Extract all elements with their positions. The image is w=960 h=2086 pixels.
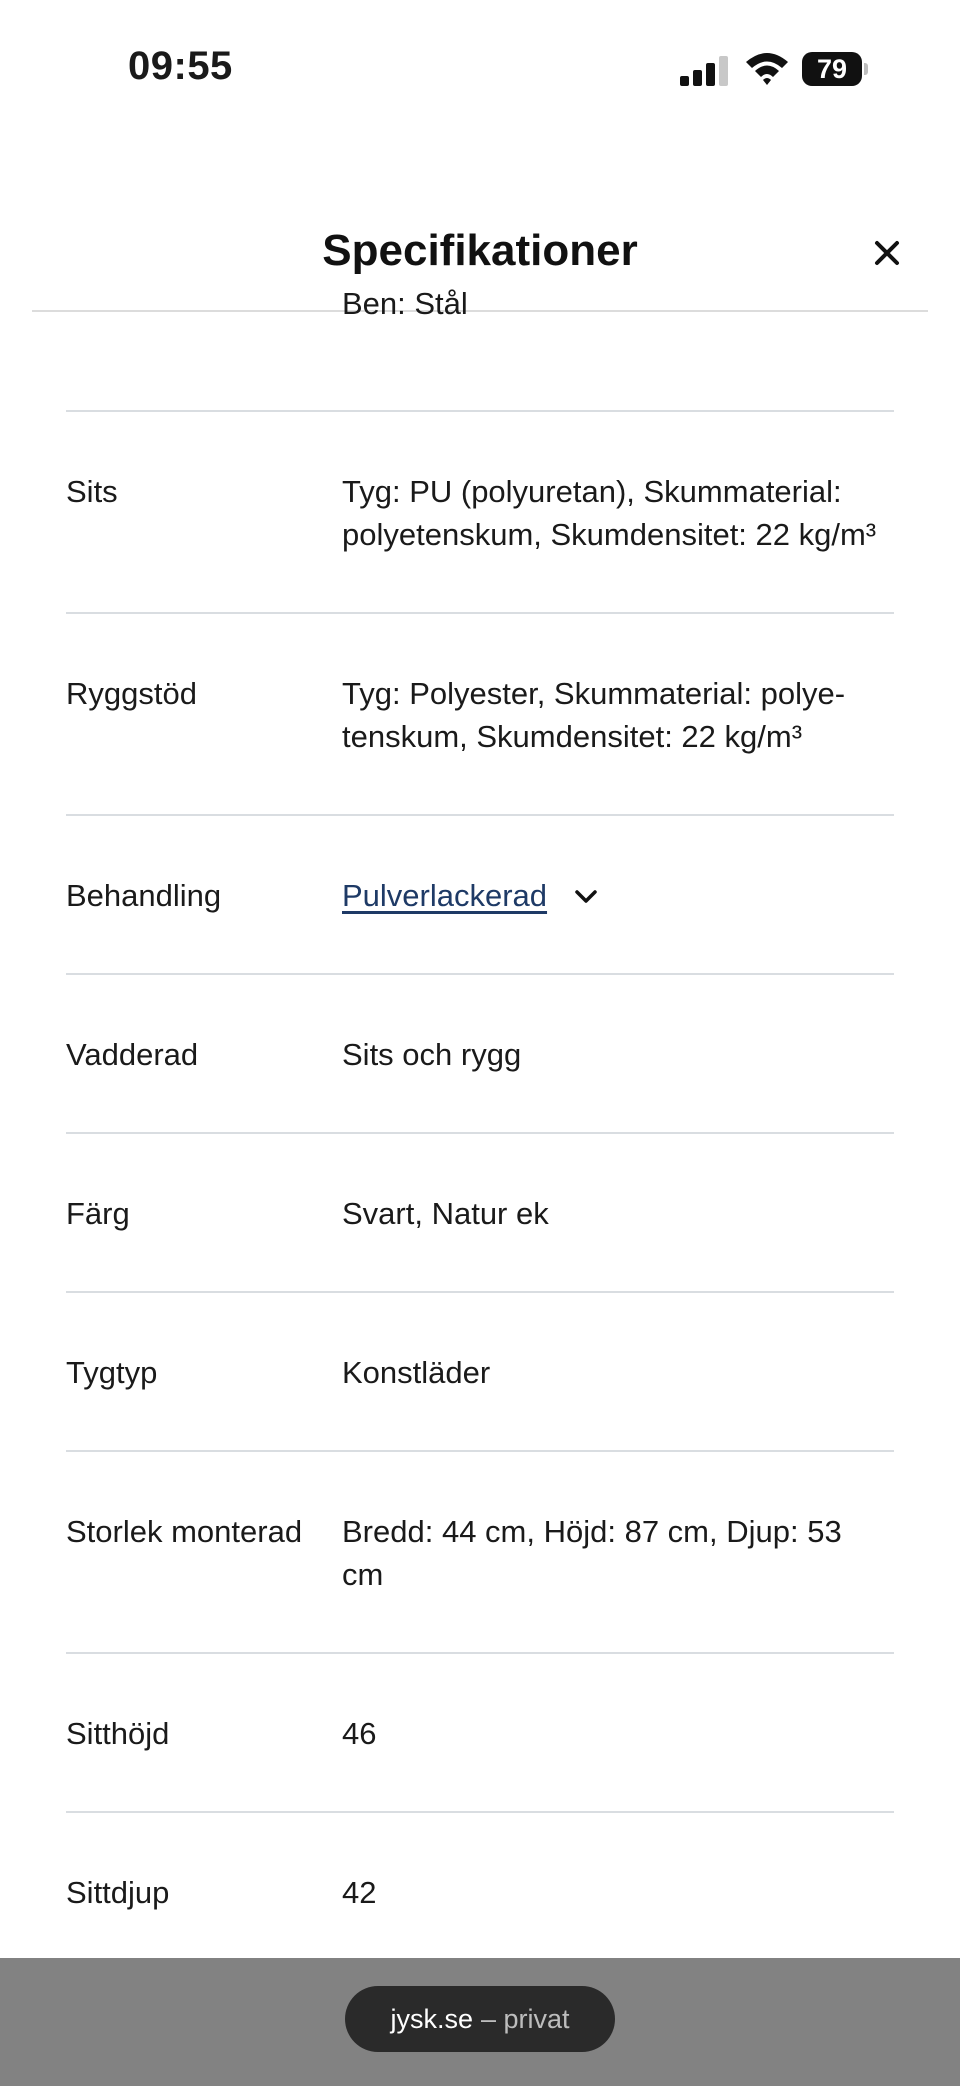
spec-value: Konstläder: [342, 1355, 491, 1390]
spec-label: Sitthöjd: [66, 1716, 170, 1751]
spec-value: Tyg: PU (polyuretan), Skummaterial: polyetenskum, Skumdensitet: 22 kg/m³: [342, 474, 877, 552]
cellular-signal-icon: [680, 56, 730, 86]
behandling-link[interactable]: Pulverlackerad: [342, 878, 548, 913]
status-bar: [0, 0, 960, 140]
sheet-header: [32, 200, 928, 312]
spec-value: Sits och rygg: [342, 1037, 522, 1072]
spec-row-vadderad: [66, 975, 894, 1134]
wifi-icon: [744, 50, 790, 86]
spec-row-tygtyp: [66, 1293, 894, 1452]
browser-bottom-bar: [0, 1958, 960, 2086]
spec-label: Ryggstöd: [66, 676, 197, 711]
page-title: Specifikationer: [322, 226, 638, 275]
spec-label: Sittdjup: [66, 1875, 170, 1910]
spec-label: Sits: [66, 474, 118, 509]
partial-row-value: Ben: Stål: [342, 286, 468, 321]
spec-label: Vadderad: [66, 1037, 199, 1072]
spec-value: Bredd: 44 cm, Höjd: 87 cm, Djup: 53 cm: [342, 1514, 842, 1592]
battery-level: 79: [802, 52, 862, 86]
battery-icon: [802, 52, 868, 86]
spec-label: Behandling: [66, 878, 222, 913]
spec-value: 42: [342, 1875, 377, 1910]
close-button[interactable]: [864, 230, 910, 276]
chevron-down-icon: [574, 889, 598, 905]
spec-row-ryggstod: [66, 614, 894, 816]
spec-row-behandling: [66, 816, 894, 975]
spec-row-sits: [66, 412, 894, 614]
close-icon: [873, 239, 901, 267]
status-time: 09:55: [128, 44, 233, 88]
spec-label: Tygtyp: [66, 1355, 158, 1390]
spec-row-storlek-monterad: [66, 1452, 894, 1654]
spec-row-farg: [66, 1134, 894, 1293]
spec-value: 46: [342, 1716, 377, 1751]
spec-list[interactable]: [0, 286, 960, 1958]
spec-value: Svart, Natur ek: [342, 1196, 549, 1231]
spec-value: Tyg: Polyester, Skummaterial: polye-tenskum, Skumdensitet: 22 kg/m³: [342, 676, 846, 754]
url-domain: jysk.se: [390, 2003, 473, 2034]
spec-value-container: [342, 874, 894, 917]
expand-toggle[interactable]: [574, 873, 598, 916]
spec-row-sittdjup: [66, 1813, 894, 1972]
private-mode-label: – privat: [480, 2003, 570, 2034]
address-bar[interactable]: [345, 1986, 615, 2052]
spec-label: Storlek monterad: [66, 1514, 303, 1549]
spec-label: Färg: [66, 1196, 130, 1231]
spec-row-sitthojd: [66, 1654, 894, 1813]
